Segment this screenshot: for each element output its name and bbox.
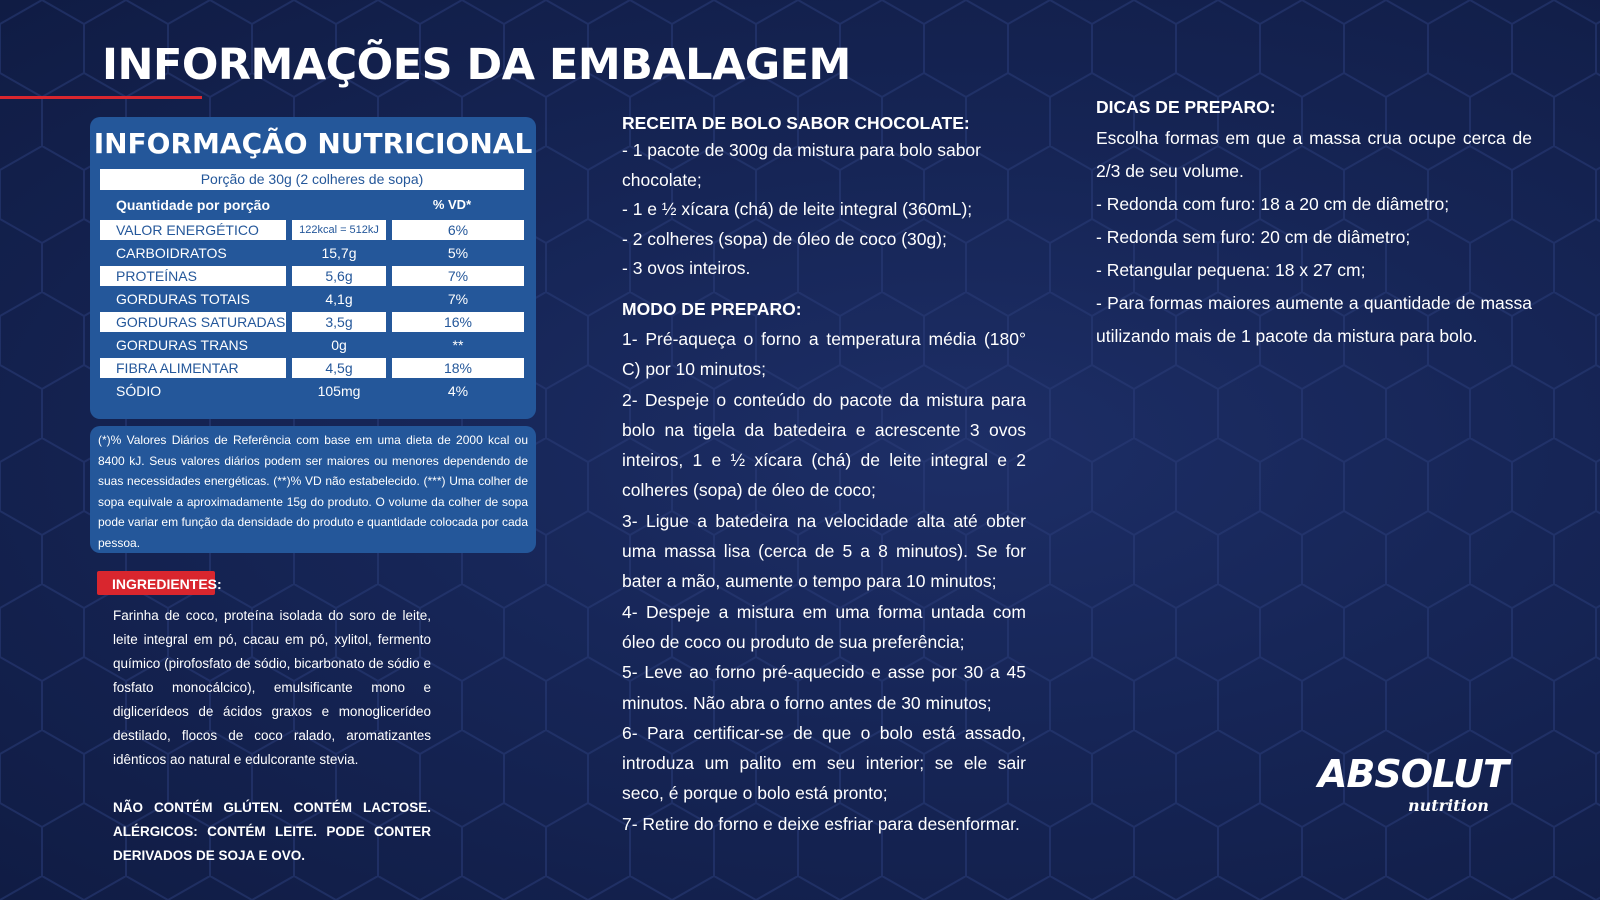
preparation-heading: MODO DE PREPARO: — [622, 299, 802, 319]
vd-column-header: % VD* — [432, 197, 472, 212]
nutrient-amount: 105mg — [317, 383, 361, 399]
preparation-step: 7- Retire do forno e deixe esfriar para desenformar. — [622, 813, 1020, 834]
nutrient-name: SÓDIO — [116, 383, 162, 399]
nutrition-row — [100, 358, 524, 378]
nutrition-row — [100, 312, 524, 332]
nutrient-amount: 3,5g — [292, 312, 386, 332]
tips-line: - Redonda sem furo: 20 cm de diâmetro; — [1096, 227, 1411, 247]
brand-logo — [1318, 752, 1508, 818]
nutrient-amount: 122kcal = 512kJ — [292, 220, 386, 240]
recipe-line: - 1 e ½ xícara (chá) de leite integral (360mL); — [622, 199, 973, 219]
tips-section — [1096, 92, 1532, 353]
nutrient-vd: 7% — [392, 266, 524, 286]
serving-size: Porção de 30g (2 colheres de sopa) — [100, 169, 524, 190]
nutrition-row — [100, 289, 524, 309]
recipe-line: - 3 ovos inteiros. — [622, 258, 751, 278]
nutrition-row — [100, 266, 524, 286]
page-title: INFORMAÇÕES DA EMBALAGEM — [102, 40, 851, 90]
preparation-step: 4- Despeje a mistura em uma forma untada com óleo de coco ou produto de sua preferência; — [622, 601, 1026, 652]
nutrient-amount: 4,1g — [325, 291, 353, 307]
ingredients-label: INGREDIENTES: — [112, 576, 222, 592]
nutrient-amount: 4,5g — [292, 358, 386, 378]
nutrient-vd: 5% — [447, 245, 469, 261]
tips-line: - Retangular pequena: 18 x 27 cm; — [1096, 260, 1366, 280]
quantity-column-header: Quantidade por porção — [116, 197, 271, 213]
nutrition-row — [100, 335, 524, 355]
tips-line: - Para formas maiores aumente a quantidade de massa utilizando mais de 1 pacote da mistura para bolo. — [1096, 293, 1532, 346]
nutrient-name: FIBRA ALIMENTAR — [100, 358, 286, 378]
nutrient-vd: 18% — [392, 358, 524, 378]
brand-subtitle: nutrition — [1408, 796, 1489, 815]
nutrition-row — [100, 220, 524, 240]
allergen-warning: NÃO CONTÉM GLÚTEN. CONTÉM LACTOSE. ALÉRGICOS: CONTÉM LEITE. PODE CONTER DERIVADOS DE SOJA E OVO. — [113, 800, 431, 863]
nutrition-facts-panel — [90, 117, 536, 419]
nutrient-name: GORDURAS TRANS — [116, 337, 248, 353]
tips-heading: DICAS DE PREPARO: — [1096, 97, 1276, 117]
ingredients-text: Farinha de coco, proteína isolada do soro de leite, leite integral em pó, cacau em pó, xylitol, fermento químico (pirofosfato de sódio, bicarbonato de sódio e fosfato monocálcico), emulsificante mono e diglicerídeos de ácidos graxos e monoglicerídeo destilado, flocos de coco ralado, aromatizantes idênticos ao natural e edulcorante stevia. — [113, 608, 431, 767]
nutrient-amount: 0g — [331, 337, 347, 353]
title-underline-accent — [0, 96, 202, 99]
tips-line: Escolha formas em que a massa crua ocupe cerca de 2/3 de seu volume. — [1096, 128, 1532, 181]
preparation-section — [622, 296, 1026, 839]
nutrient-name: GORDURAS SATURADAS — [100, 312, 286, 332]
tips-line: - Redonda com furo: 18 a 20 cm de diâmetro; — [1096, 194, 1450, 214]
nutrient-vd: ** — [452, 337, 464, 353]
nutrient-name: PROTEÍNAS — [100, 266, 286, 286]
nutrition-row — [100, 381, 524, 401]
recipe-heading: RECEITA DE BOLO SABOR CHOCOLATE: — [622, 113, 970, 133]
brand-name: ABSOLUT — [1318, 752, 1508, 796]
preparation-step: 5- Leve ao forno pré-aquecido e asse por 30 a 45 minutos. Não abra o forno antes de 30 minutos; — [622, 662, 1026, 713]
preparation-step: 2- Despeje o conteúdo do pacote da mistura para bolo na tigela da batedeira e acrescente 3 ovos inteiros, 1 e ½ xícara (chá) de leite integral e 2 colheres (sopa) de óleo de coco; — [622, 389, 1026, 501]
nutrition-row — [100, 243, 524, 263]
nutrition-footnote: (*)% Valores Diários de Referência com base em uma dieta de 2000 kcal ou 8400 kJ. Seus valores diários podem ser maiores ou menores dependendo de suas necessidades energéticas. (**)% VD não estabelecido. (***) Uma colher de sopa equivale a aproximadamente 15g do produto. O volume da colher de sopa pode variar em função da densidade do produto e quantidade colocada por cada pessoa. — [98, 433, 528, 550]
nutrient-name: CARBOIDRATOS — [116, 245, 227, 261]
nutrition-heading: INFORMAÇÃO NUTRICIONAL — [93, 127, 533, 160]
nutrient-name: GORDURAS TOTAIS — [116, 291, 250, 307]
nutrient-vd: 16% — [392, 312, 524, 332]
recipe-line: - 2 colheres (sopa) de óleo de coco (30g); — [622, 228, 947, 249]
nutrient-vd: 7% — [447, 291, 469, 307]
recipe-section — [622, 112, 1026, 284]
recipe-line: - 1 pacote de 300g da mistura para bolo sabor chocolate; — [622, 140, 981, 190]
preparation-step: 3- Ligue a batedeira na velocidade alta até obter uma massa lisa (cerca de 5 a 8 minutos). Se for bater a mão, aumente o tempo para 10 minutos; — [622, 510, 1026, 592]
nutrient-vd: 4% — [447, 383, 469, 399]
nutrient-name: VALOR ENERGÉTICO — [100, 220, 286, 240]
nutrient-amount: 5,6g — [292, 266, 386, 286]
preparation-step: 1- Pré-aqueça o forno a temperatura média (180° C) por 10 minutos; — [622, 329, 1026, 380]
nutrient-amount: 15,7g — [321, 245, 357, 261]
preparation-step: 6- Para certificar-se de que o bolo está assado, introduza um palito em seu interior; se ele sair seco, é porque o bolo está pronto; — [622, 722, 1026, 804]
nutrient-vd: 6% — [392, 220, 524, 240]
nutrition-footnote-panel — [90, 426, 536, 553]
